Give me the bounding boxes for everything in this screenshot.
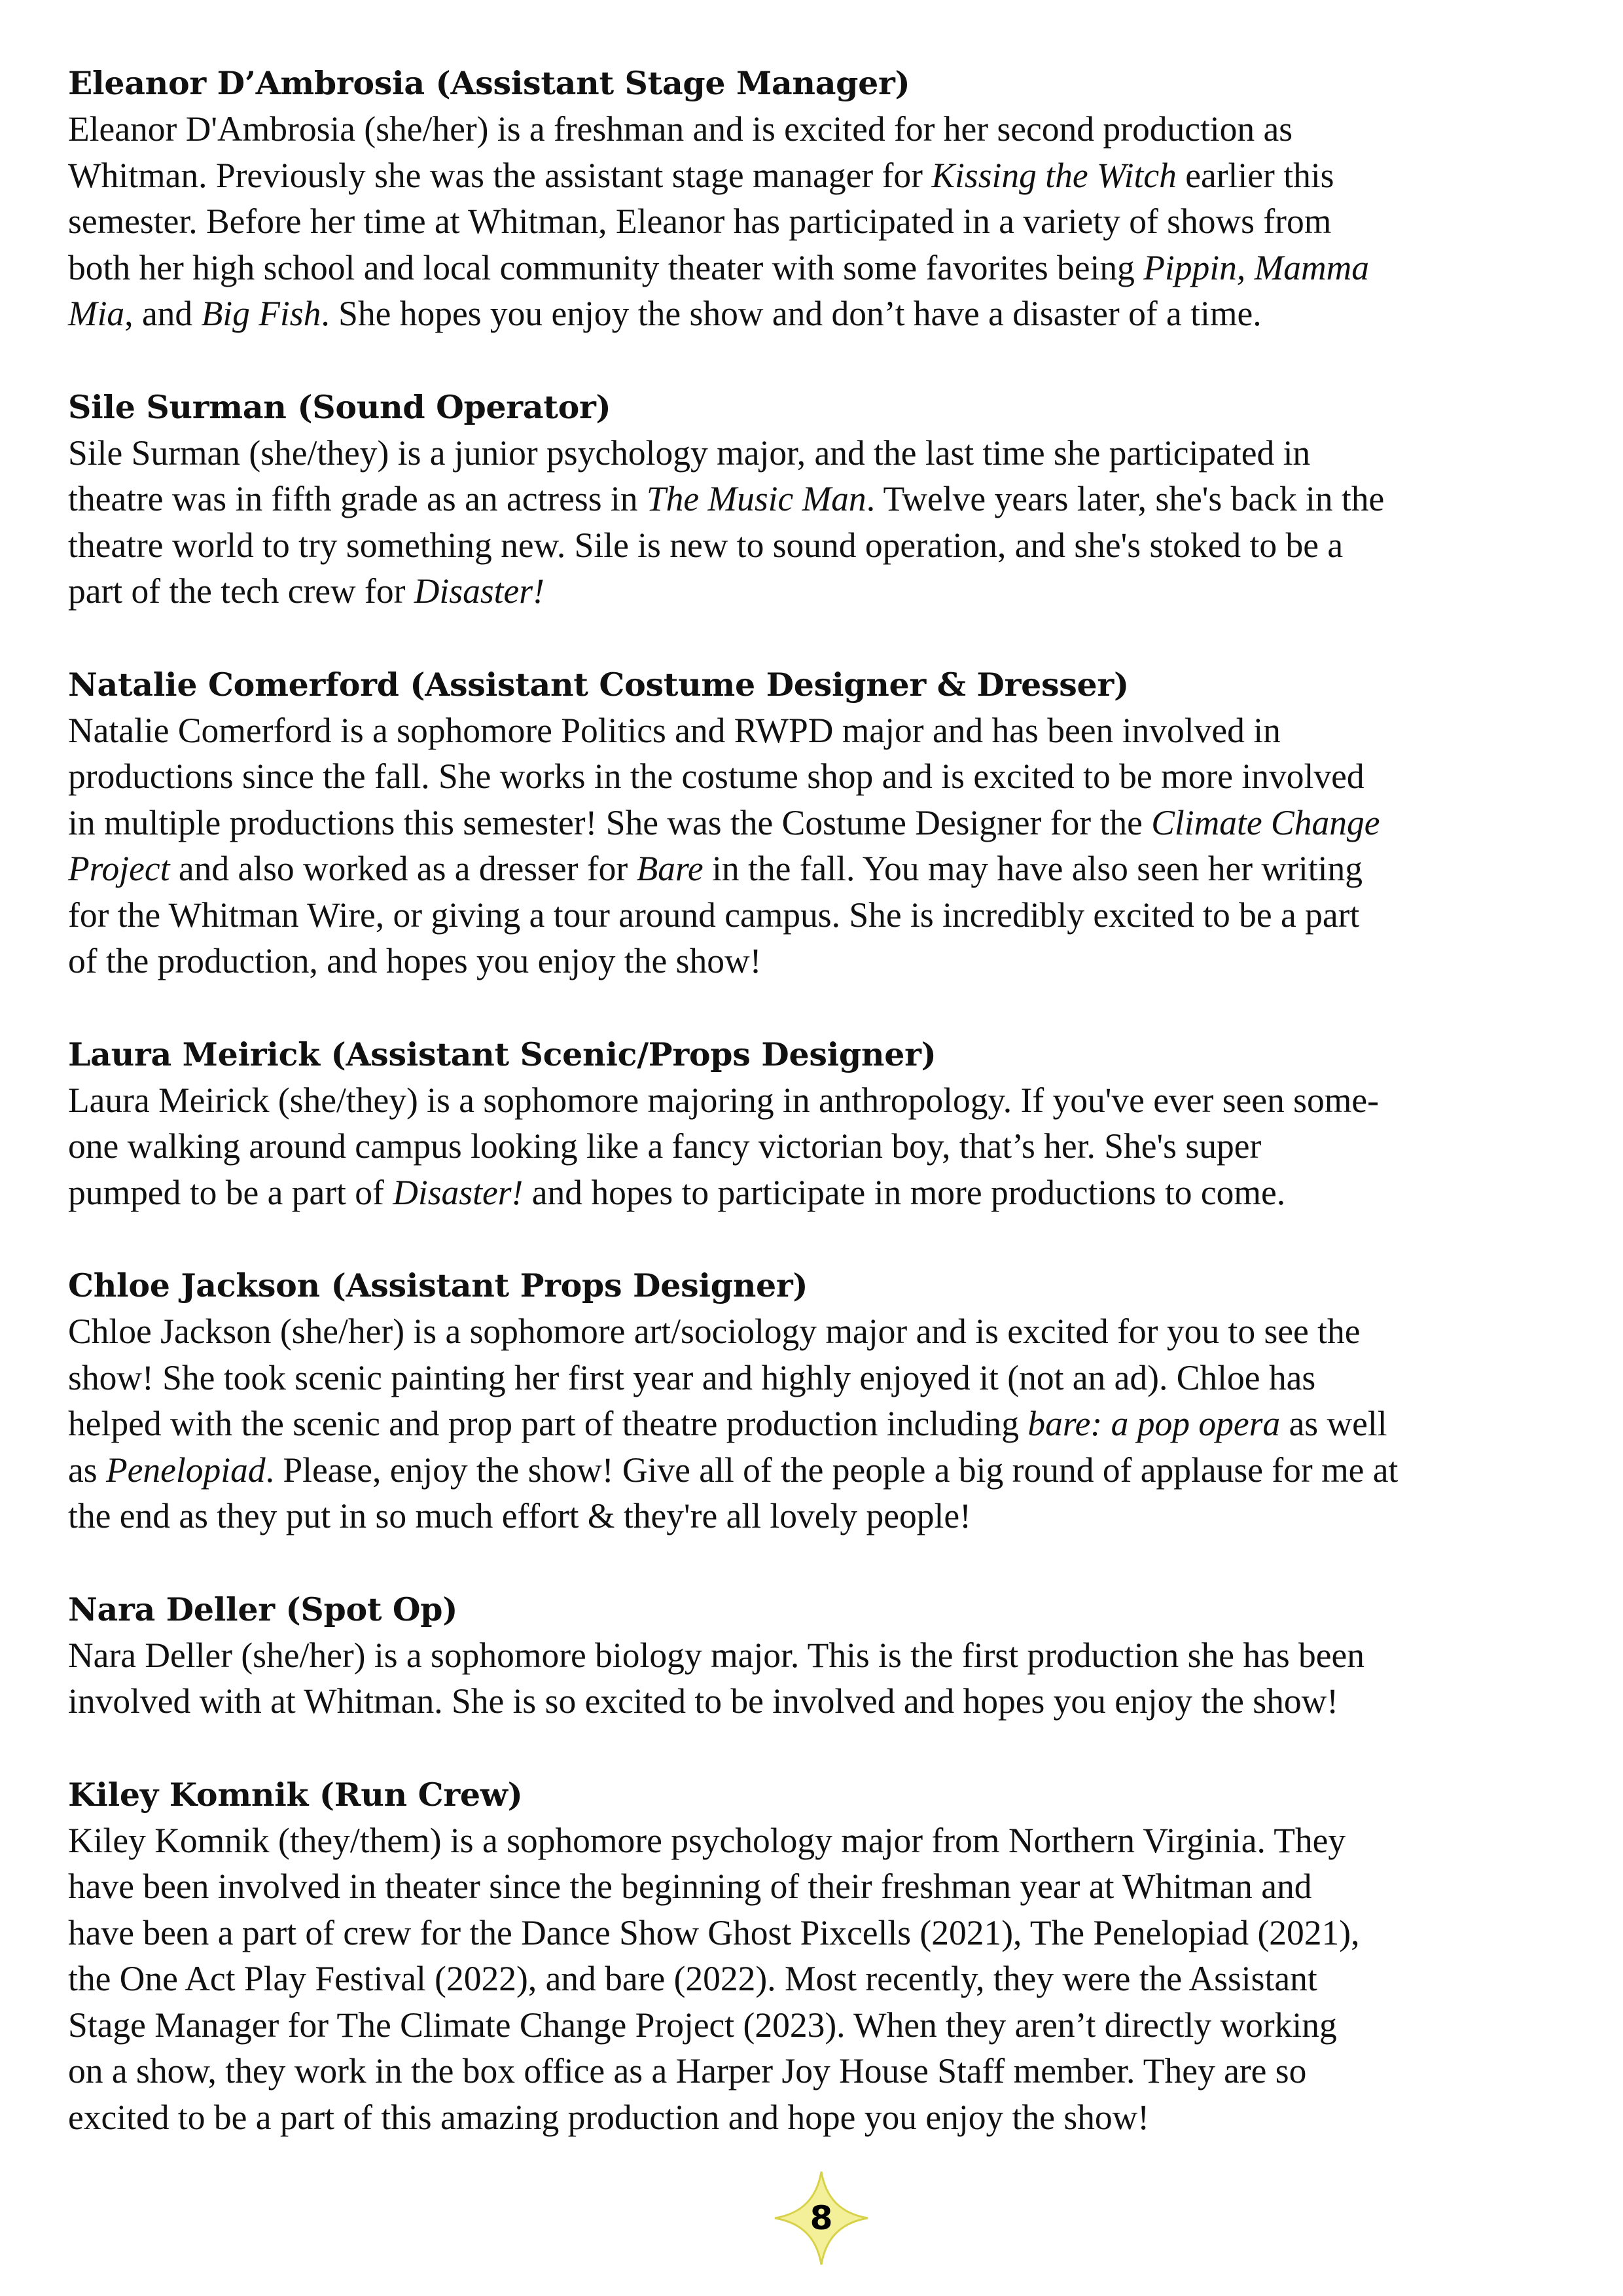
bio-section — [68, 1263, 1573, 1539]
bio-text-run: . She hopes you enjoy the show and don’t have a disaster of a time. — [321, 294, 1262, 333]
bios-list — [68, 60, 1573, 2140]
bio-paragraph — [68, 430, 1573, 615]
italic-title: Disaster! — [414, 571, 544, 611]
bio-section — [68, 662, 1573, 984]
bio-text-run: . Please, enjoy the show! Give all of the people a big round of applause for me at the end as they put in so much effort & they're all lovely people! — [68, 1450, 1399, 1535]
italic-title: Big Fish — [201, 294, 321, 333]
bio-text-run: Kiley Komnik (they/them) is a sophomore psychology major from Northern Virginia. They have been involved in theater since the beginning of their freshman year at Whitman and have been a part of crew for the Dance Show Ghost Pixcells (2021), The Penelopiad (2021), the One Act Play Festival (2022), and bare (2022). Most recently, they were the Assistant Stage Manager for The Climate Change Project (2023). When they aren’t directly working on a show, they work in the box office as a Harper Joy House Staff member. They are so excited to be a part of this amazing production and hope you enjoy the show! — [68, 1820, 1360, 2137]
bio-paragraph — [68, 1632, 1573, 1725]
bios-page — [68, 60, 1573, 2187]
italic-title: Kissing the Witch — [931, 155, 1177, 195]
bio-paragraph — [68, 106, 1573, 337]
bio-text-run: earlier this semester. Before her time at Whitman, Eleanor has participated in a variety of shows from both her high school and local community theater with some favorites being — [68, 155, 1334, 287]
bio-heading: Chloe Jackson (Assistant Props Designer) — [68, 1266, 808, 1304]
italic-title: bare: a pop opera — [1027, 1404, 1281, 1443]
bio-text-run: , and — [124, 294, 202, 333]
bio-text-run: Nara Deller (she/her) is a sophomore biology major. This is the first production she has been involved with at Whitman. She is so excited to be involved and hopes you enjoy the show! — [68, 1635, 1365, 1721]
italic-title: Climate Change Project — [68, 802, 1380, 888]
bio-heading: Natalie Comerford (Assistant Costume Designer & Dresser) — [68, 665, 1129, 704]
bio-paragraph — [68, 1818, 1573, 2141]
bio-section — [68, 384, 1573, 615]
bio-text-run: Eleanor D'Ambrosia (she/her) is a freshman and is excited for her second production as Whitman. Previously she was the assistant stage manager for — [68, 109, 1293, 195]
italic-title: Pippin, Mamma Mia — [68, 247, 1369, 333]
bio-paragraph — [68, 1077, 1573, 1216]
bio-text-run: Natalie Comerford is a sophomore Politics and RWPD major and has been involved in productions since the fall. She works in the costume shop and is excited to be more involved in multiple productions this semester! She was the Costume Designer for the — [68, 710, 1364, 842]
italic-title: Bare — [636, 849, 704, 888]
bio-text-run: in the fall. You may have also seen her writing for the Whitman Wire, or giving a tour around campus. She is incredibly excited to be a part of the production, and hopes you enjoy the show! — [68, 849, 1363, 980]
bio-text-run: and also worked as a dresser for — [169, 849, 637, 888]
page-number: 8 — [810, 2199, 833, 2237]
page-number-badge — [772, 2169, 870, 2267]
bio-section — [68, 1031, 1573, 1216]
italic-title: The Music Man — [646, 479, 866, 518]
bio-heading: Laura Meirick (Assistant Scenic/Props Designer) — [68, 1035, 936, 1073]
bio-paragraph — [68, 1308, 1573, 1539]
bio-text-run: Chloe Jackson (she/her) is a sophomore art/sociology major and is excited for you to see the show! She took scenic painting her first year and highly enjoyed it (not an ad). Chloe has helped with the scenic and prop part of theatre production including — [68, 1312, 1361, 1443]
italic-title: Disaster! — [393, 1172, 524, 1212]
bio-text-run: Sile Surman (she/they) is a junior psychology major, and the last time she participated in theatre was in fifth grade as an actress in — [68, 433, 1311, 518]
bio-section — [68, 60, 1573, 337]
bio-text-run: and hopes to participate in more productions to come. — [523, 1172, 1286, 1212]
bio-heading: Kiley Komnik (Run Crew) — [68, 1775, 523, 1814]
bio-heading: Nara Deller (Spot Op) — [68, 1590, 458, 1628]
italic-title: Penelopiad — [105, 1450, 266, 1490]
bio-paragraph — [68, 708, 1573, 984]
bio-text-run: Laura Meirick (she/they) is a sophomore majoring in anthropology. If you've ever seen some- one walking around campus looking like a fancy victorian boy, that’s her. She's super pumped to be a part of — [68, 1080, 1379, 1212]
bio-section — [68, 1772, 1573, 2141]
bio-section — [68, 1587, 1573, 1725]
bio-text-run: as well as — [68, 1404, 1387, 1490]
bio-heading: Sile Surman (Sound Operator) — [68, 387, 611, 426]
bio-text-run: . Twelve years later, she's back in the theatre world to try something new. Sile is new to sound operation, and she's stoked to be a part of the tech crew for — [68, 479, 1385, 611]
bio-heading: Eleanor D’Ambrosia (Assistant Stage Manager) — [68, 64, 910, 102]
